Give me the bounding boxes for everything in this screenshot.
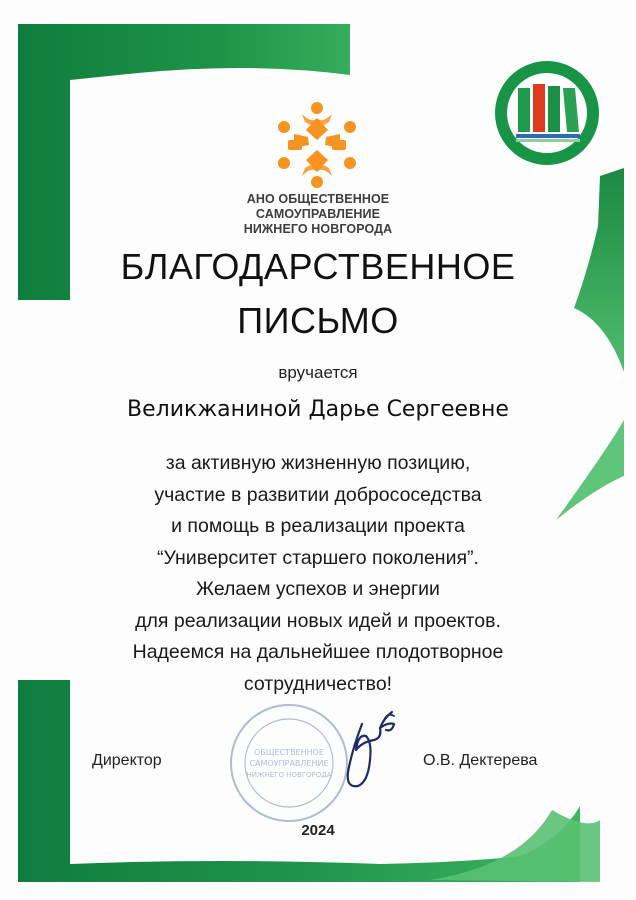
signatory-name: О.В. Дектерева <box>423 752 538 769</box>
body-line: за активную жизненную позицию, <box>165 452 471 474</box>
stamp-text-line2: САМОУПРАВЛЕНИЕ <box>249 759 329 768</box>
organization-name-line1: АНО ОБЩЕСТВЕННОЕ <box>246 192 390 206</box>
body-line: “Университет старшего поколения”. <box>157 546 479 569</box>
organization-name-line3: НИЖНЕГО НОВГОРОДА <box>243 222 393 236</box>
letter-title-line1: БЛАГОДАРСТВЕННОЕ <box>120 246 516 287</box>
stamp-text-line1: ОБЩЕСТВЕННОЕ <box>254 748 324 757</box>
body-line: сотрудничество! <box>243 672 393 695</box>
body-line: для реализации новых идей и проектов. <box>135 609 501 632</box>
handwritten-signature <box>322 690 432 800</box>
letter-title-line2: ПИСЬМО <box>237 300 399 341</box>
body-line: Желаем успехов и энергии <box>196 578 440 600</box>
body-line: Надеемся на дальнейшее плодотворное <box>132 641 504 663</box>
project-logo <box>492 58 602 168</box>
body-line: участие в развитии добрососедства <box>154 483 482 506</box>
presented-label: вручается <box>278 363 358 382</box>
right-wave <box>574 168 624 372</box>
document-year: 2024 <box>301 822 335 839</box>
signatory-role: Директор <box>92 752 162 769</box>
recipient-name: Великжаниной Дарье Сергеевне <box>127 397 509 422</box>
stamp-text-line3: НИЖНЕГО НОВГОРОДА <box>246 771 332 779</box>
letter-body <box>60 448 576 700</box>
organization-name-line2: САМОУПРАВЛЕНИЕ <box>255 207 381 221</box>
organization-logo <box>272 100 362 190</box>
body-line: и помощь в реализации проекта <box>171 515 465 537</box>
organization-name <box>210 192 426 237</box>
